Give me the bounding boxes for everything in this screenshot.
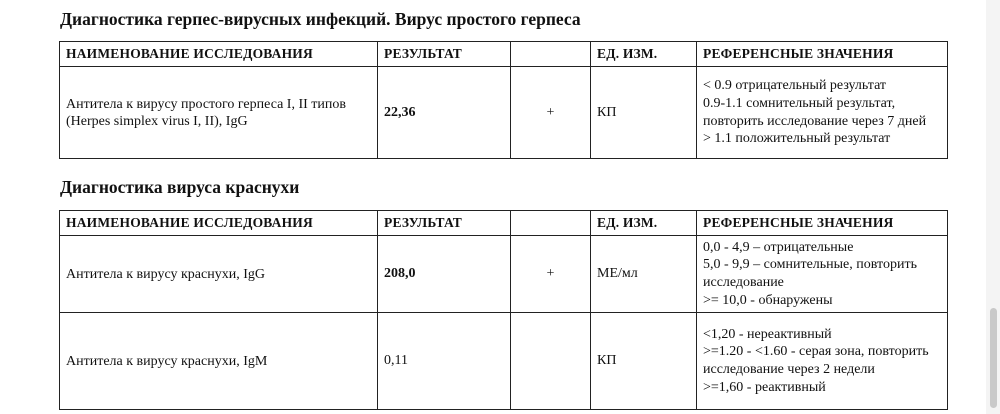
scrollbar-thumb[interactable] [990, 308, 997, 408]
table-row [60, 67, 948, 159]
test-name: Антитела к вирусу краснухи, IgM [60, 313, 378, 410]
test-name: Антитела к вирусу краснухи, IgG [60, 236, 378, 313]
header-result: РЕЗУЛЬТАТ [378, 211, 511, 236]
section-title-herpes: Диагностика герпес-вирусных инфекций. Вирус простого герпеса [60, 9, 581, 29]
test-unit: МЕ/мл [591, 236, 697, 313]
scrollbar-track[interactable] [986, 0, 1000, 414]
test-result: 0,11 [378, 313, 511, 410]
herpes-results-table [59, 41, 948, 159]
reference-values: < 0.9 отрицательный результат 0.9-1.1 сомнительный результат, повторить исследование через 7 дней > 1.1 положительный результат [697, 67, 948, 159]
table-row [60, 236, 948, 313]
test-name: Антитела к вирусу простого герпеса I, II типов (Herpes simplex virus I, II), IgG [60, 67, 378, 159]
header-unit: ЕД. ИЗМ. [591, 42, 697, 67]
result-flag: + [511, 67, 591, 159]
table-header-row [60, 42, 948, 67]
header-sign [511, 42, 591, 67]
header-reference: РЕФЕРЕНСНЫЕ ЗНАЧЕНИЯ [697, 42, 948, 67]
header-sign [511, 211, 591, 236]
test-result: 22,36 [378, 67, 511, 159]
reference-values: <1,20 - нереактивный >=1.20 - <1.60 - серая зона, повторить исследование через 2 недели >=1,60 - реактивный [697, 313, 948, 410]
header-name: НАИМЕНОВАНИЕ ИССЛЕДОВАНИЯ [60, 42, 378, 67]
table-row [60, 313, 948, 410]
rubella-results-table [59, 210, 948, 410]
test-unit: КП [591, 67, 697, 159]
reference-values: 0,0 - 4,9 – отрицательные 5,0 - 9,9 – сомнительные, повторить исследование >= 10,0 - обнаружены [697, 236, 948, 313]
header-reference: РЕФЕРЕНСНЫЕ ЗНАЧЕНИЯ [697, 211, 948, 236]
header-unit: ЕД. ИЗМ. [591, 211, 697, 236]
table-header-row [60, 211, 948, 236]
section-title-rubella: Диагностика вируса краснухи [60, 177, 300, 197]
test-result: 208,0 [378, 236, 511, 313]
header-name: НАИМЕНОВАНИЕ ИССЛЕДОВАНИЯ [60, 211, 378, 236]
result-flag: + [511, 236, 591, 313]
test-unit: КП [591, 313, 697, 410]
result-flag [511, 313, 591, 410]
header-result: РЕЗУЛЬТАТ [378, 42, 511, 67]
